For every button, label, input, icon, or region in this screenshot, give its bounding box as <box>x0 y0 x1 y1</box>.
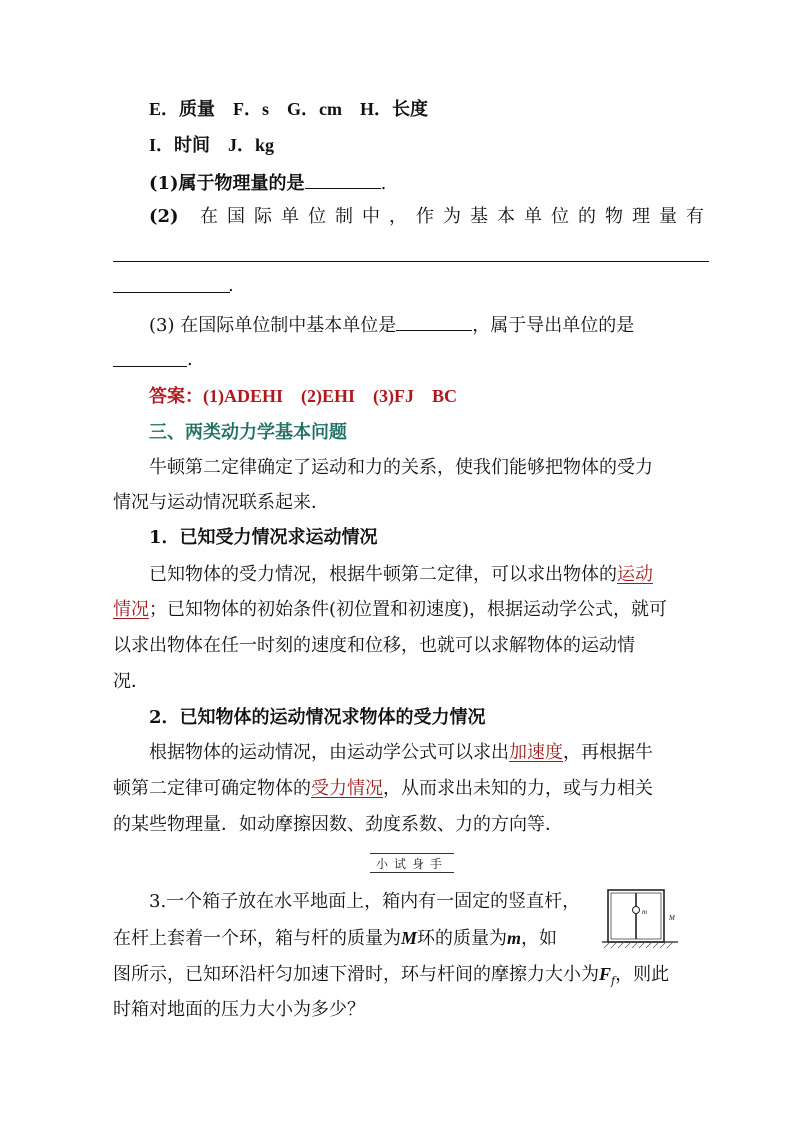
box-label: M <box>669 914 675 922</box>
mass-ring-symbol: m <box>507 928 522 948</box>
ring <box>633 907 640 914</box>
question-1-end: . <box>380 173 387 194</box>
question-3-text: (3) 在国际单位制中基本单位是 <box>149 315 397 336</box>
answer-line-short <box>113 366 187 367</box>
question-1 <box>149 170 386 196</box>
banner-rule-bottom <box>370 872 454 873</box>
ring-label: m <box>642 908 648 916</box>
section-intro-line-1: 牛顿第二定律确定了运动和力的关系，使我们能够把物体的受力 <box>149 457 653 478</box>
key-term: 加速度 <box>509 742 563 763</box>
subsection-2-line-3: 的某些物理量．如动摩擦因数、劲度系数、力的方向等． <box>113 814 563 835</box>
key-term: 情况 <box>113 599 149 620</box>
subsection-1-line-2 <box>113 598 667 622</box>
text-run: 环的质量为 <box>417 928 508 949</box>
text-run: ；已知物体的初始条件(初位置和初速度)，根据运动学公式，就可 <box>149 599 668 620</box>
options-line-1: E．质量 F．s G．cm H．长度 <box>149 99 428 119</box>
text-run: 已知物体的受力情况，根据牛顿第二定律，可以求出物体的 <box>149 564 617 585</box>
practice-banner <box>370 853 454 873</box>
answer-blank <box>305 170 381 189</box>
answer-blank <box>396 312 472 331</box>
problem-line-1: 3.一个箱子放在水平地面上，箱内有一固定的竖直杆， <box>149 891 581 912</box>
subsection-1-line-3: 以求出物体在任一时刻的速度和位移，也就可以求解物体的运动情 <box>113 635 635 656</box>
text-run: ，从而求出未知的力，或与力相关 <box>383 778 653 799</box>
problem-line-4: 时箱对地面的压力大小为多少？ <box>113 999 365 1020</box>
problem-line-2 <box>113 926 557 951</box>
mass-box-symbol: M <box>401 928 418 948</box>
answer-label: 答案： <box>149 386 203 406</box>
answer-value: (1)ADEHI (2)EHI (3)FJ BC <box>203 386 457 406</box>
subsection-1-line-1 <box>149 563 653 587</box>
question-3-end: . <box>187 349 193 370</box>
subsection-2-heading: 2．已知物体的运动情况求物体的受力情况 <box>149 707 486 728</box>
text-run: ，如 <box>521 928 558 949</box>
key-term: 受力情况 <box>311 778 383 799</box>
question-3 <box>149 312 634 338</box>
answer-line <box>113 261 709 262</box>
subsection-2-line-2 <box>113 777 653 801</box>
options-line-2: I．时间 J．kg <box>149 135 275 155</box>
text-run: 图所示，已知环沿杆匀加速下滑时，环与杆间的摩擦力大小为 <box>113 964 599 985</box>
text-run: 根据物体的运动情况，由运动学公式可以求出 <box>149 742 509 763</box>
text-run: 顿第二定律可确定物体的 <box>113 778 311 799</box>
banner-label: 小试身手 <box>375 857 448 871</box>
banner-rule-top <box>370 853 454 854</box>
key-term: 运动 <box>617 564 653 585</box>
question-3-mid: ，属于导出单位的是 <box>472 315 635 336</box>
subsection-2-line-1 <box>149 741 653 765</box>
text-run: 在杆上套着一个环，箱与杆的质量为 <box>113 928 401 949</box>
friction-symbol: F <box>599 964 612 984</box>
section-intro-line-2: 情况与运动情况联系起来． <box>113 492 329 513</box>
answer-line-short <box>113 292 230 293</box>
friction-subscript: f <box>611 974 616 988</box>
question-2-text: 在国际单位制中，作为基本单位的物理量有 <box>200 206 713 227</box>
box-ring-figure <box>602 884 684 954</box>
subsection-1-line-4: 况． <box>113 671 149 692</box>
problem-line-3 <box>113 962 669 994</box>
question-2-label: (2) <box>149 206 179 227</box>
subsection-1-heading: 1．已知受力情况求运动情况 <box>149 527 378 548</box>
text-run: ，则此 <box>615 964 670 985</box>
answer <box>149 384 457 408</box>
section-heading: 三、两类动力学基本问题 <box>149 422 347 443</box>
question-1-text: (1)属于物理量的是 <box>149 173 305 194</box>
question-2-end: . <box>228 275 234 296</box>
text-run: ，再根据牛 <box>563 742 653 763</box>
ground-hatching <box>604 942 673 948</box>
